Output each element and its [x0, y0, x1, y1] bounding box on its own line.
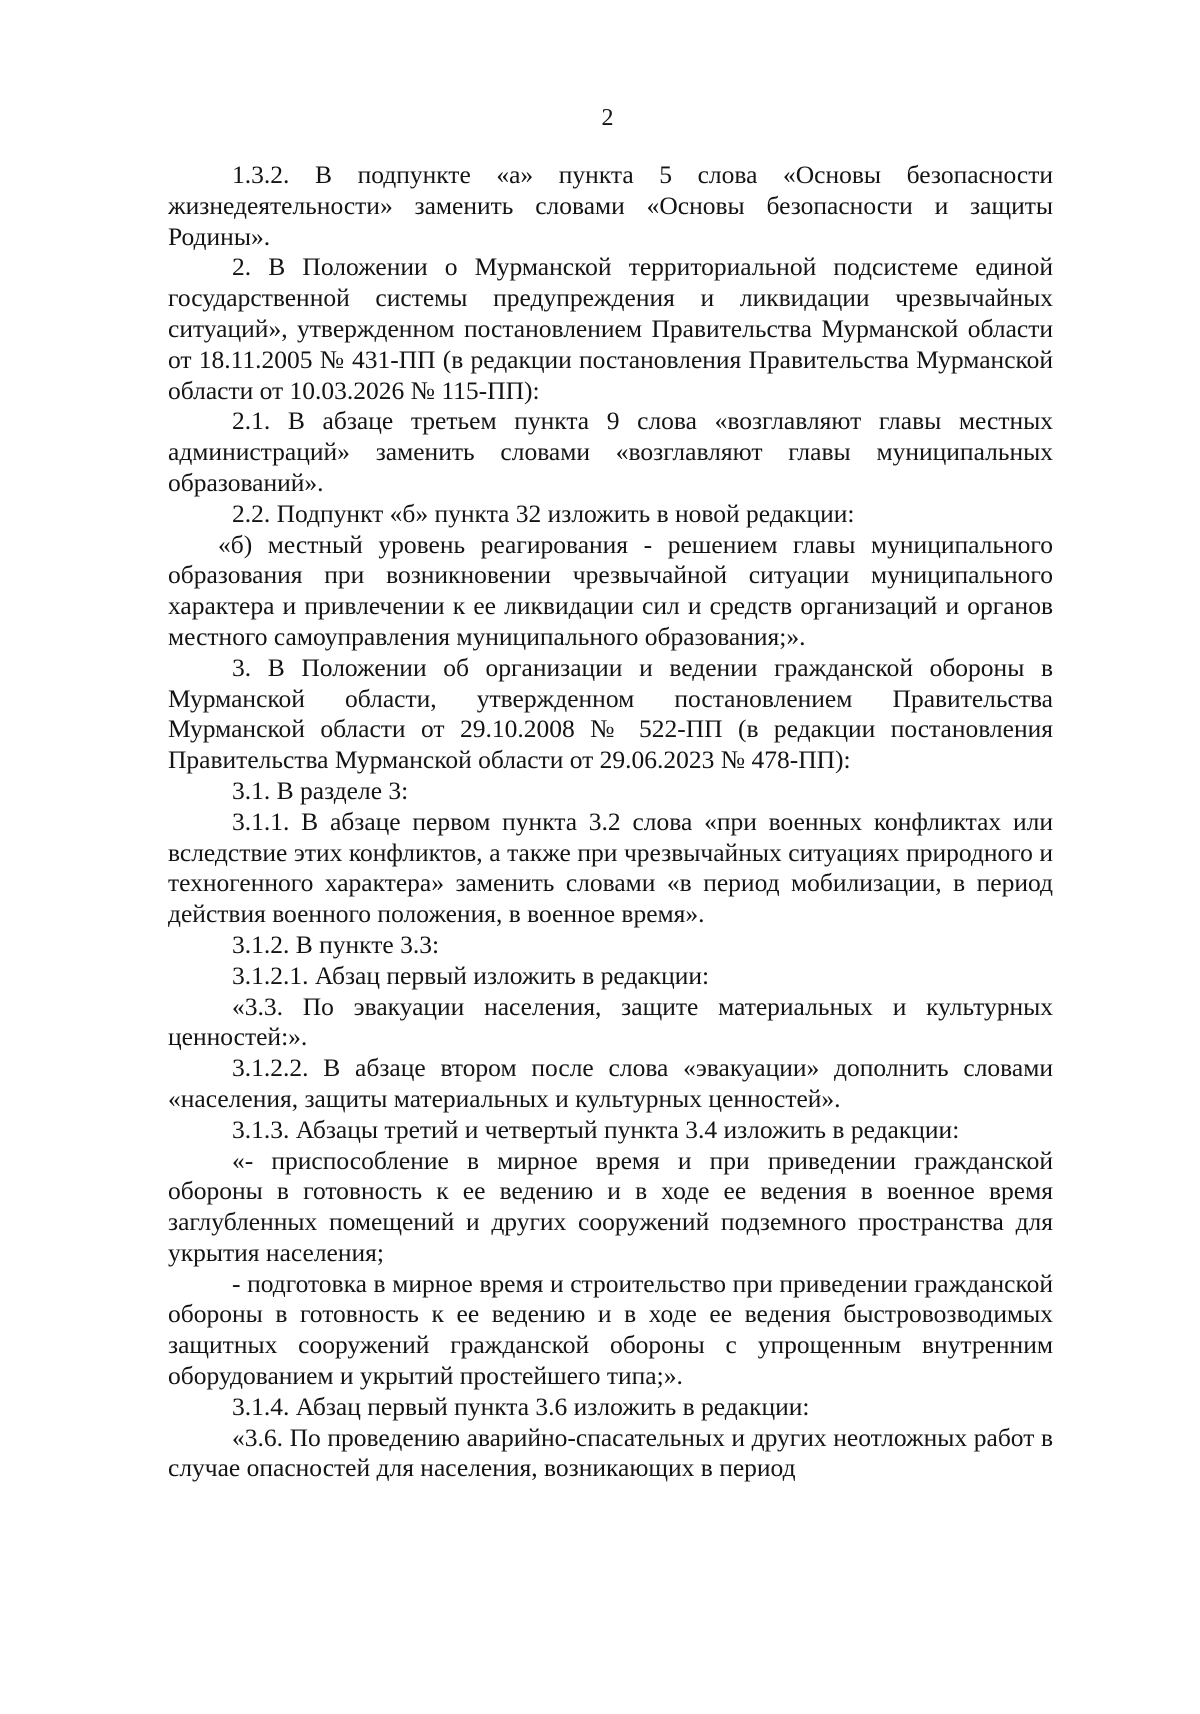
paragraph-quote-preparation: - подготовка в мирное время и строительство при приведении гражданской обороны в готовность к ее ведению и в ходе ее ведения быстровозводимых защитных сооружений гражданской обороны с упрощенным внутренним оборудованием и укрытий простейшего типа;». [168, 1268, 1053, 1391]
paragraph-2-2: 2.2. Подпункт «б» пункта 32 изложить в новой редакции: [232, 498, 855, 528]
paragraph-2-1: 2.1. В абзаце третьем пункта 9 слова «возглавляют главы местных администраций» заменить словами «возглавляют главы муниципальных образований». [168, 406, 1053, 497]
paragraph-3: 3. В Положении об организации и ведении гражданской обороны в Мурманской области, утвержденном постановлением Правительства Мурманской области от 29.10.2008 № 522-ПП (в редакции постановления Правительства Мурманской области от 29.06.2023 № 478-ПП): [168, 652, 1053, 775]
paragraph-quote-3-6: «3.6. По проведению аварийно-спасательных и других неотложных работ в случае опасностей для населения, возникающих в период [168, 1422, 1053, 1483]
paragraph-3-1: 3.1. В разделе 3: [232, 775, 409, 805]
paragraph-3-1-2: 3.1.2. В пункте 3.3: [232, 929, 440, 959]
paragraph-2: 2. В Положении о Мурманской территориальной подсистеме единой государственной системы предупреждения и ликвидации чрезвычайных ситуаций», утвержденном постановлением Правительства Мурманской области от 18.11.2005 № 431-ПП (в редакции постановления Правительства Мурманской области от 10.03.2026 № 115-ПП): [168, 252, 1053, 405]
paragraph-1-3-2: 1.3.2. В подпункте «а» пункта 5 слова «Основы безопасности жизнедеятельности» заменить словами «Основы безопасности и защиты Родины». [168, 160, 1053, 251]
paragraph-3-1-3: 3.1.3. Абзацы третий и четвертый пункта 3.4 изложить в редакции: [232, 1114, 960, 1144]
paragraph-3-1-1: 3.1.1. В абзаце первом пункта 3.2 слова «при военных конфликтах или вследствие этих конфликтов, а также при чрезвычайных ситуациях природного и техногенного характера» заменить словами «в период мобилизации, в период действия военного положения, в военное время». [168, 806, 1053, 929]
paragraph-quote-adaptation: «- приспособление в мирное время и при приведении гражданской обороны в готовность к ее ведению и в ходе ее ведения в военное время заглубленных помещений и других сооружений подземного пространства для укрытия населения; [168, 1145, 1053, 1267]
paragraph-3-1-2-1: 3.1.2.1. Абзац первый изложить в редакции: [232, 960, 710, 990]
paragraph-quote-b: «б) местный уровень реагирования - решением главы муниципального образования при возникновении чрезвычайной ситуации муниципального характера и привлечении к ее ликвидации сил и средств организаций и органов местного самоуправления муниципального образования;». [168, 529, 1053, 651]
document-body [168, 160, 1053, 1484]
page-number: 2 [601, 105, 614, 131]
paragraph-quote-3-3: «3.3. По эвакуации населения, защите материальных и культурных ценностей:». [168, 991, 1053, 1052]
paragraph-3-1-2-2: 3.1.2.2. В абзаце втором после слова «эвакуации» дополнить словами «населения, защиты материальных и культурных ценностей». [168, 1053, 1053, 1113]
paragraph-3-1-4: 3.1.4. Абзац первый пункта 3.6 изложить в редакции: [232, 1391, 810, 1421]
